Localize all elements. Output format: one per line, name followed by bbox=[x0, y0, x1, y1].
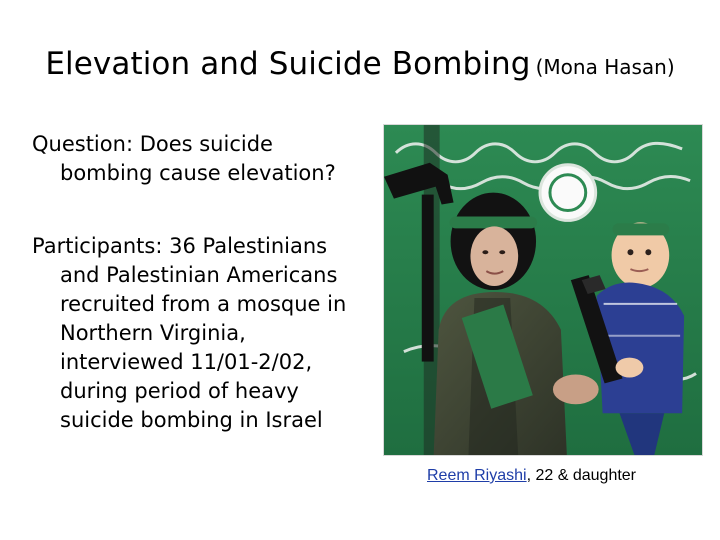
question-text: : Does suicide bombing cause elevation? bbox=[60, 132, 336, 185]
participants-block bbox=[32, 232, 370, 435]
slide-title-main: Elevation and Suicide Bombing bbox=[45, 46, 531, 82]
caption-link[interactable]: Reem Riyashi bbox=[427, 467, 527, 484]
slide-title bbox=[0, 46, 720, 82]
rifle-left-stock bbox=[422, 195, 434, 362]
photo-caption bbox=[427, 466, 697, 486]
participants-text: : 36 Palestinians and Palestinian Americans recruited from a mosque in Northern Virginia, interviewed 11/01-2/02, during period of heavy suicide bombing in Israel bbox=[60, 234, 347, 432]
participants-paragraph bbox=[32, 232, 370, 435]
caption-text: , 22 & daughter bbox=[526, 467, 637, 484]
question-label: Question bbox=[32, 132, 126, 156]
adult-face bbox=[470, 226, 518, 286]
child-eye-right bbox=[645, 249, 651, 255]
child-eye-left bbox=[627, 249, 633, 255]
question-block bbox=[32, 130, 370, 188]
banner-emblem bbox=[540, 165, 596, 221]
adult-eye-left bbox=[482, 250, 488, 254]
adult-hand bbox=[553, 374, 599, 404]
question-paragraph bbox=[32, 130, 370, 188]
child-hand bbox=[616, 358, 644, 378]
photo-illustration bbox=[384, 125, 702, 455]
photo bbox=[383, 124, 703, 456]
child-headband bbox=[613, 223, 670, 235]
adult-eye-right bbox=[499, 250, 505, 254]
slide-title-subtitle: (Mona Hasan) bbox=[535, 55, 675, 79]
participants-label: Participants bbox=[32, 234, 156, 258]
